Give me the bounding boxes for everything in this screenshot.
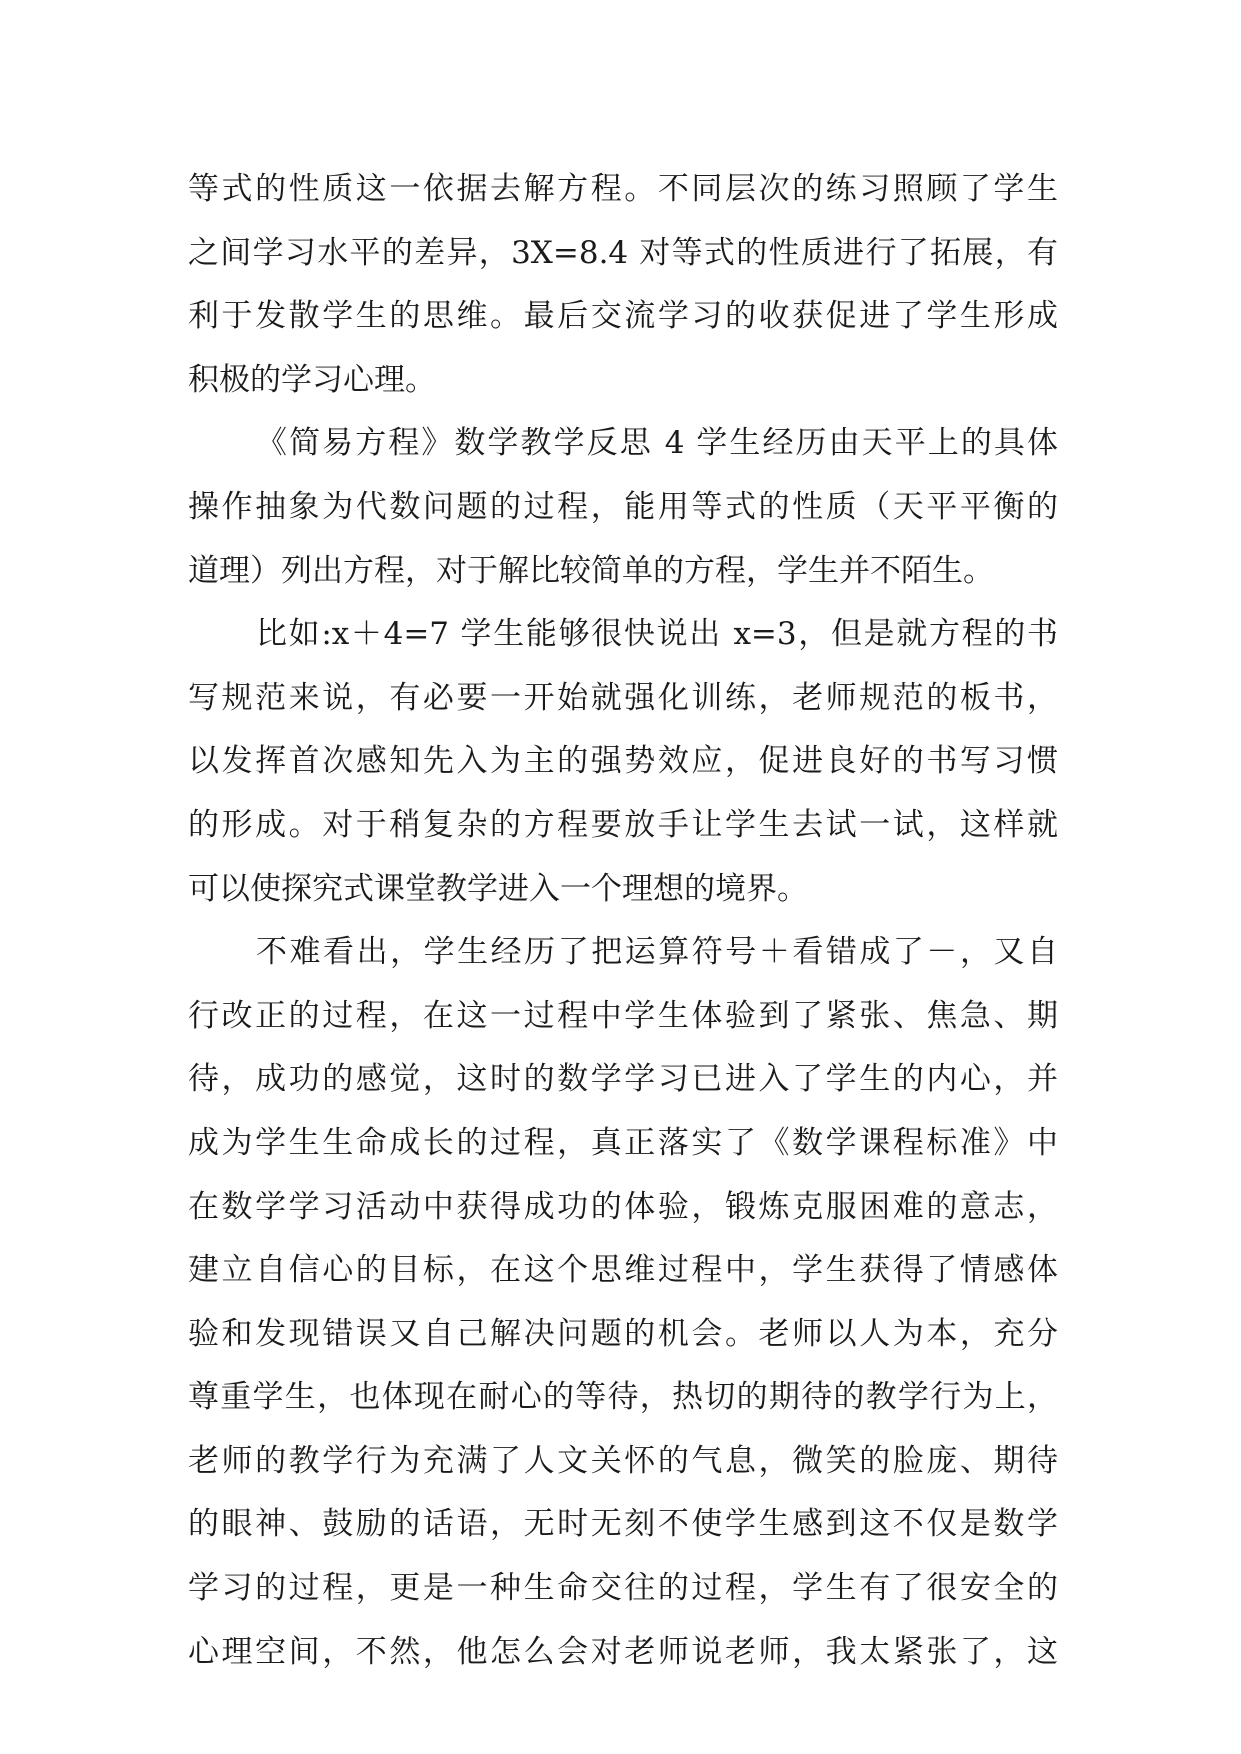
text-line: 不难看出，学生经历了把运算符号＋看错成了－，又自 — [256, 934, 1058, 971]
paragraph-3 — [188, 603, 1058, 921]
text-line: 比如:x＋4=7 学生能够很快说出 x=3，但是就方程的书 — [256, 616, 1058, 653]
text-line: 成为学生生命成长的过程，真正落实了《数学课程标准》中 — [188, 1124, 1058, 1161]
body-text — [188, 158, 1058, 1684]
text-line: 写规范来说，有必要一开始就强化训练，老师规范的板书， — [188, 679, 1058, 716]
text-line: 待，成功的感觉，这时的数学学习已进入了学生的内心，并 — [188, 1061, 1058, 1098]
text-line: 以发挥首次感知先入为主的强势效应，促进良好的书写习惯 — [188, 743, 1058, 780]
paragraph-4 — [188, 921, 1058, 1684]
text-line: 老师的教学行为充满了人文关怀的气息，微笑的脸庞、期待 — [188, 1442, 1058, 1479]
text-line: 尊重学生，也体现在耐心的等待，热切的期待的教学行为上， — [188, 1379, 1058, 1416]
text-line: 学习的过程，更是一种生命交往的过程，学生有了很安全的 — [188, 1570, 1058, 1607]
text-line: 验和发现错误又自己解决问题的机会。老师以人为本，充分 — [188, 1315, 1058, 1352]
text-line: 可以使探究式课堂教学进入一个理想的境界。 — [188, 870, 808, 907]
text-line: 《简易方程》数学教学反思 4 学生经历由天平上的具体 — [256, 425, 1058, 462]
text-line: 建立自信心的目标，在这个思维过程中，学生获得了情感体 — [188, 1252, 1058, 1289]
text-line: 之间学习水平的差异，3X=8.4 对等式的性质进行了拓展，有 — [188, 234, 1058, 271]
text-line: 积极的学习心理。 — [188, 361, 436, 398]
paragraph-2 — [188, 412, 1058, 603]
text-line: 道理）列出方程，对于解比较简单的方程，学生并不陌生。 — [188, 552, 994, 589]
text-line: 在数学学习活动中获得成功的体验，锻炼克服困难的意志， — [188, 1188, 1058, 1225]
text-line: 操作抽象为代数问题的过程，能用等式的性质（天平平衡的 — [188, 488, 1058, 525]
text-line: 利于发散学生的思维。最后交流学习的收获促进了学生形成 — [188, 298, 1058, 335]
paragraph-1 — [188, 158, 1058, 412]
text-line: 心理空间，不然，他怎么会对老师说老师，我太紧张了，这 — [188, 1633, 1058, 1670]
text-line: 的形成。对于稍复杂的方程要放手让学生去试一试，这样就 — [188, 806, 1058, 843]
text-line: 等式的性质这一依据去解方程。不同层次的练习照顾了学生 — [188, 171, 1058, 207]
text-line: 行改正的过程，在这一过程中学生体验到了紧张、焦急、期 — [188, 997, 1058, 1034]
text-line: 的眼神、鼓励的话语，无时无刻不使学生感到这不仅是数学 — [188, 1506, 1058, 1543]
